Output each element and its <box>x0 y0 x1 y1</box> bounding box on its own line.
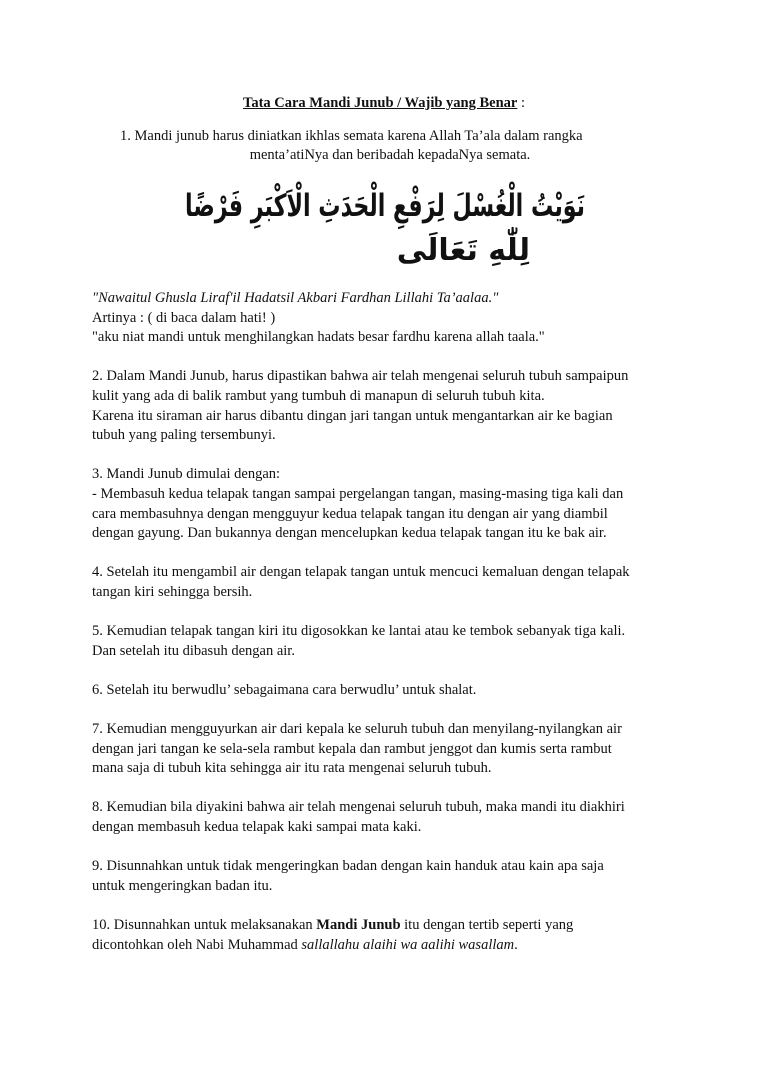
step-10-pre: 10. Disunnahkan untuk melaksanakan <box>92 917 317 933</box>
step-10-bold: Mandi Junub <box>316 917 401 933</box>
step-7-line-3: mana saja di tubuh kita sehingga air itu rata mengenai seluruh tubuh. <box>92 760 492 777</box>
arabic-line-2: لِلّٰهِ تَعَالَى <box>396 233 530 268</box>
title-text: Tata Cara Mandi Junub / Wajib yang Benar <box>242 95 518 111</box>
niat-artinya: Artinya : ( di baca dalam hati! ) <box>92 309 276 326</box>
step-9-line-1: 9. Disunnahkan untuk tidak mengeringkan badan dengan kain handuk atau kain apa saja <box>92 858 604 875</box>
step-3-line-3: cara membasuhnya dengan mengguyur kedua telapak tangan itu dengan air yang diambil <box>92 505 608 522</box>
step-7-line-1: 7. Kemudian mengguyurkan air dari kepala ke seluruh tubuh dan menyilang-nyilangkan air <box>92 721 622 738</box>
step-4-line-2: tangan kiri sehingga bersih. <box>92 583 253 600</box>
step-8-line-2: dengan membasuh kedua telapak kaki sampai mata kaki. <box>92 819 422 836</box>
step-10b-post: . <box>514 936 518 953</box>
step-2-line-3: Karena itu siraman air harus dibantu dingan jari tangan untuk mengantarkan air ke bagian <box>92 407 613 424</box>
step-10b-pre: dicontohkan oleh Nabi Muhammad <box>92 936 302 953</box>
step-9-line-2: untuk mengeringkan badan itu. <box>92 877 273 894</box>
title-suffix: : <box>517 95 526 111</box>
step-5-line-2: Dan setelah itu dibasuh dengan air. <box>92 642 295 659</box>
arabic-niat-calligraphy <box>180 178 745 270</box>
step-2-line-4: tubuh yang paling tersembunyi. <box>92 427 276 444</box>
step-8-line-1: 8. Kemudian bila diyakini bahwa air telah mengenai seluruh tubuh, maka mandi itu diakhiri <box>92 799 625 816</box>
step-7-line-2: dengan jari tangan ke sela-sela rambut kepala dan rambut jenggot dan kumis serta rambut <box>92 740 612 757</box>
arabic-text-image <box>180 178 745 270</box>
step-3-line-1: 3. Mandi Junub dimulai dengan: <box>92 466 281 483</box>
step-3-line-4: dengan gayung. Dan bukannya dengan mencelupkan kedua telapak tangan itu ke bak air. <box>92 525 607 542</box>
step-10-post: itu dengan tertib seperti yang <box>400 917 574 933</box>
step-1 <box>120 127 660 165</box>
step-5-line-1: 5. Kemudian telapak tangan kiri itu digosokkan ke lantai atau ke tembok sebanyak tiga kali. <box>92 623 626 640</box>
step-2-line-1: 2. Dalam Mandi Junub, harus dipastikan bahwa air telah mengenai seluruh tubuh sampaipun <box>92 368 629 385</box>
document-body <box>92 289 692 955</box>
arabic-line-1: نَوَيْتُ الْغُسْلَ لِرَفْعِ الْحَدَثِ الْاَكْبَرِ فَرْضًا <box>185 188 745 224</box>
step-2-line-2: kulit yang ada di balik rambut yang tumbuh di manapun di seluruh tubuh kita. <box>92 387 545 404</box>
step-3-line-2: - Membasuh kedua telapak tangan sampai pergelangan tangan, masing-masing tiga kali dan <box>92 485 624 502</box>
step-10b-italic: sallallahu alaihi wa aalihi wasallam <box>301 936 515 953</box>
step-10-line-2 <box>92 936 692 956</box>
step-10-line-1 <box>92 916 692 936</box>
step-1-line-2: menta’atiNya dan beribadah kepadaNya semata. <box>249 147 531 163</box>
step-4-line-1: 4. Setelah itu mengambil air dengan telapak tangan untuk mencuci kemaluan dengan telapak <box>92 564 630 581</box>
niat-meaning: "aku niat mandi untuk menghilangkan hadats besar fardhu karena allah taala." <box>92 329 545 346</box>
niat-latin: "Nawaitul Ghusla Liraf'il Hadatsil Akbari Fardhan Lillahi Ta’aalaa." <box>92 290 499 306</box>
document-title <box>0 94 768 112</box>
step-1-line-1: 1. Mandi junub harus diniatkan ikhlas semata karena Allah Ta’ala dalam rangka <box>120 128 583 144</box>
step-6: 6. Setelah itu berwudlu’ sebagaimana cara berwudlu’ untuk shalat. <box>92 681 477 698</box>
